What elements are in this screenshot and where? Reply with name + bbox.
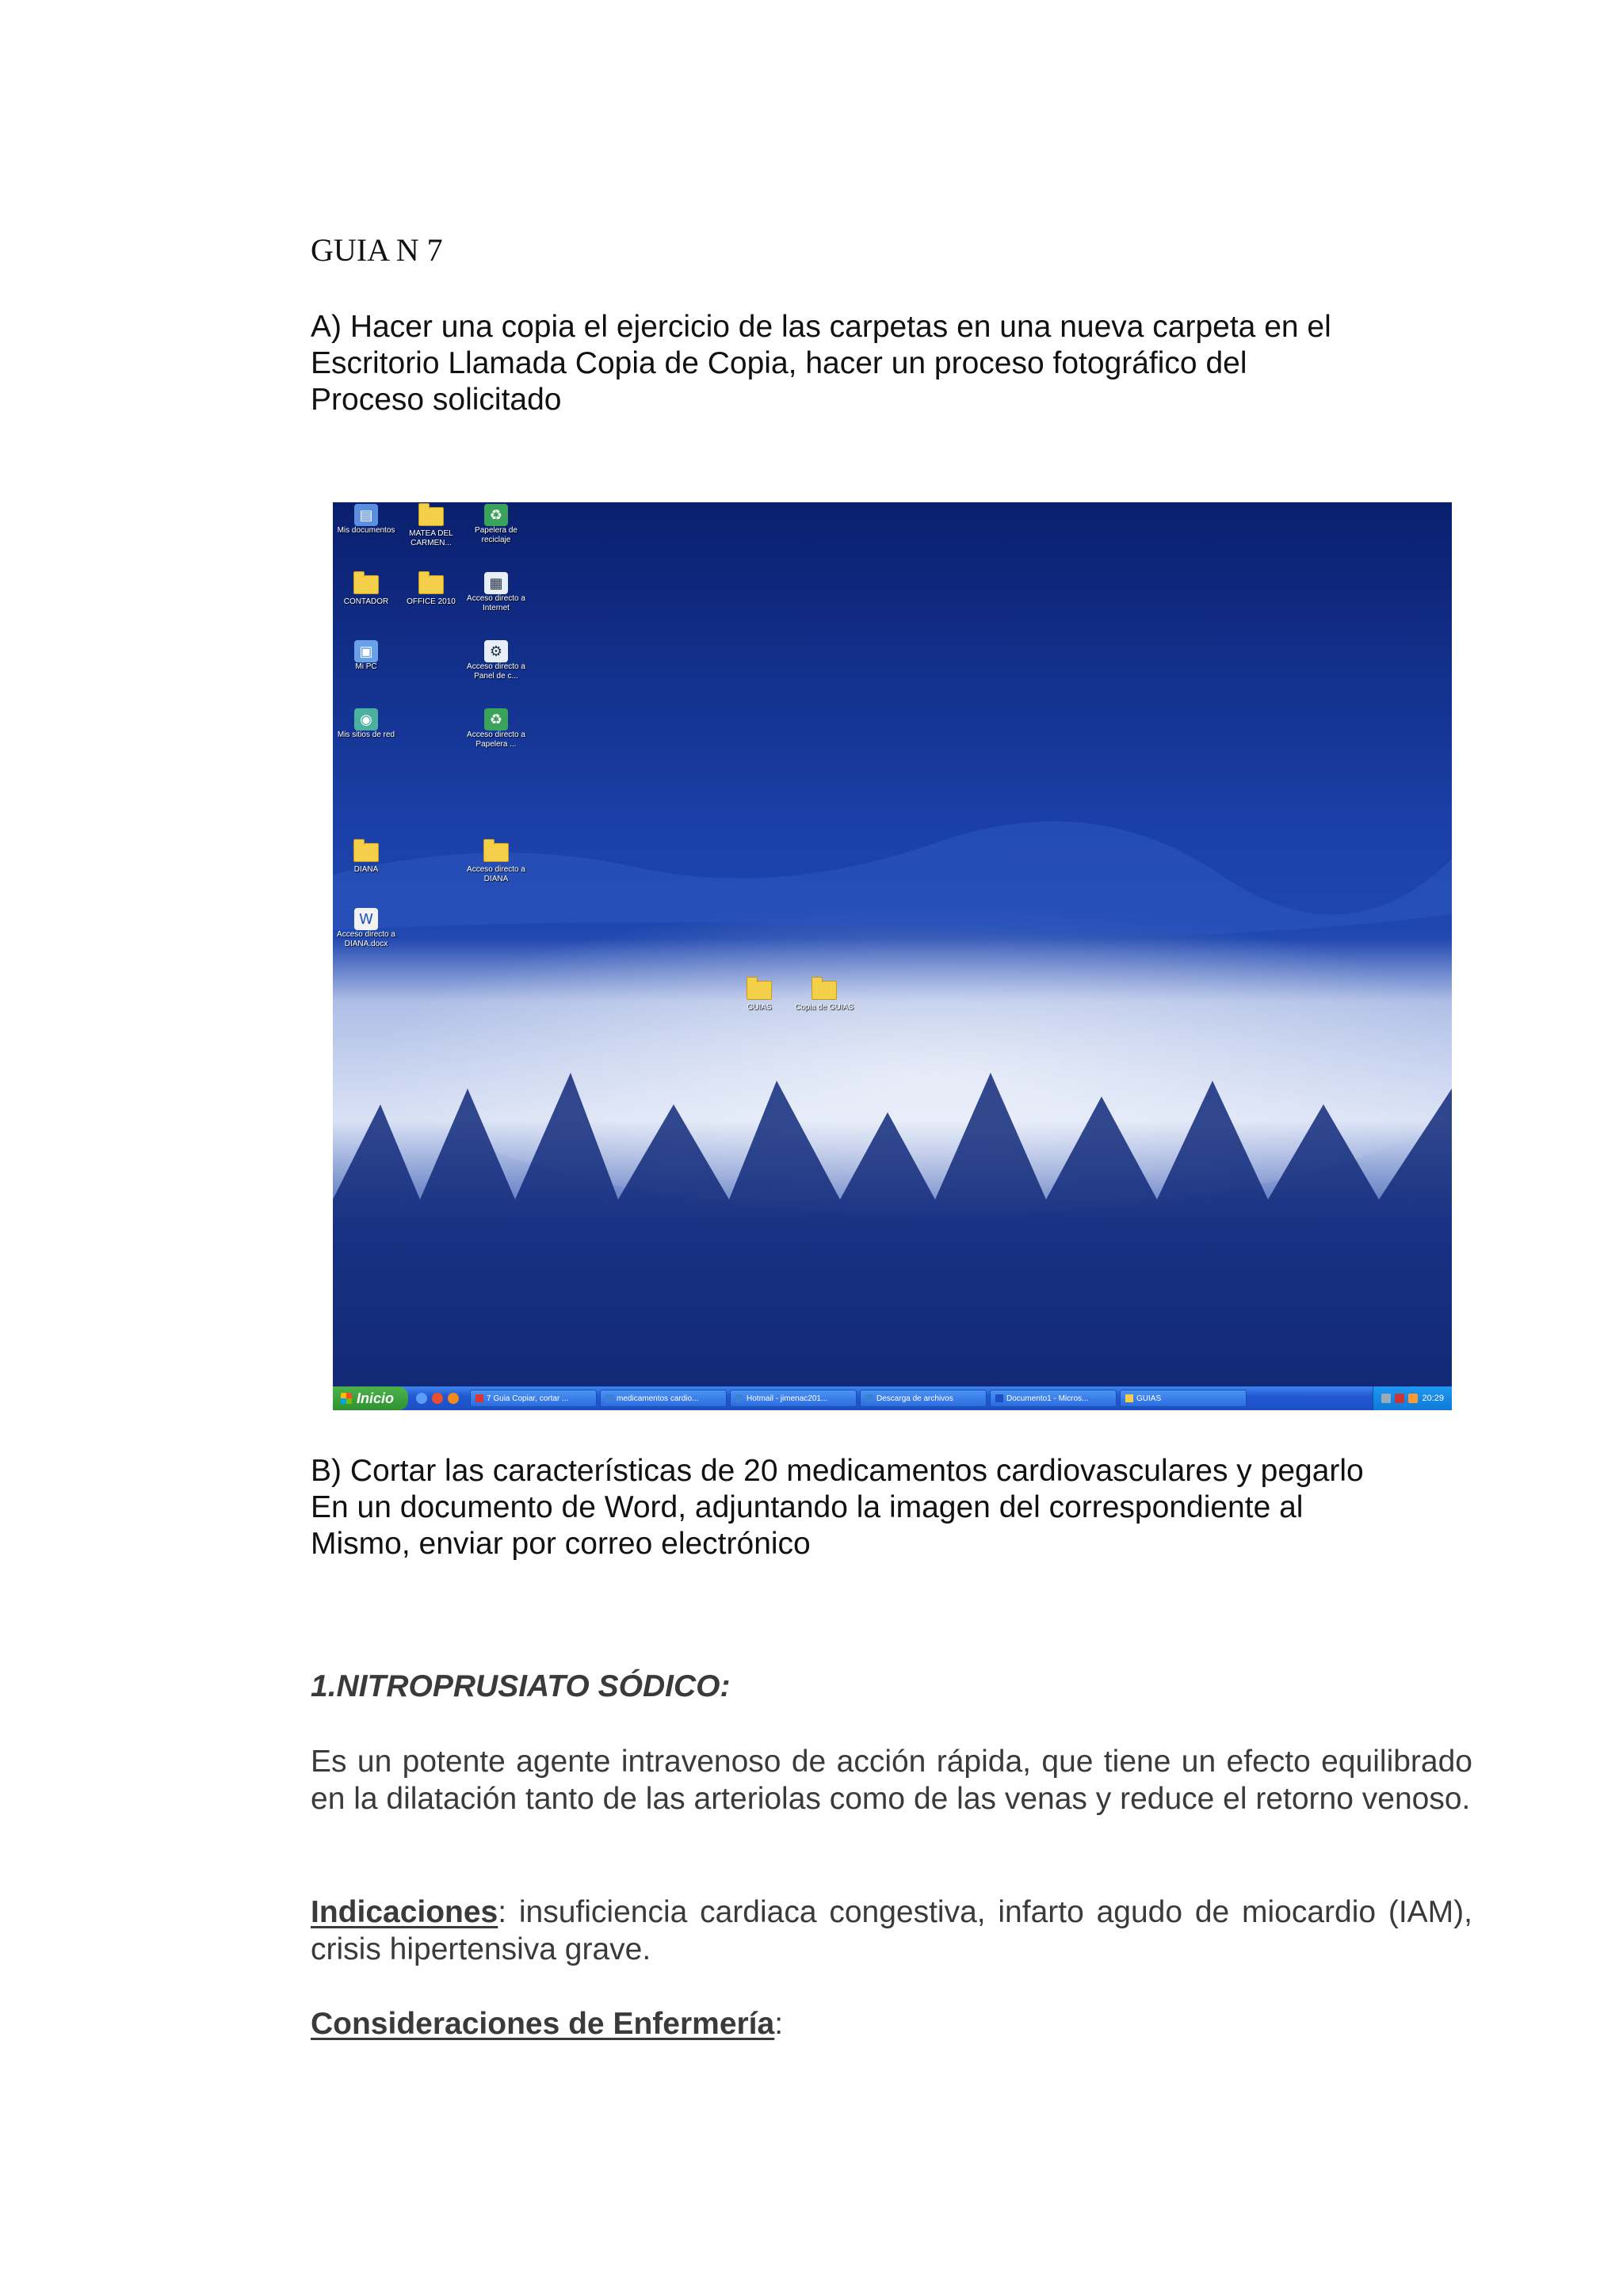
drug-indications	[311, 1894, 1472, 1968]
taskbar-button[interactable]: Documento1 - Micros...	[990, 1390, 1117, 1407]
desktop-icon-contador[interactable]: CONTADOR	[334, 572, 398, 607]
folder-icon	[747, 981, 772, 1003]
desktop-icon-mis-sitios[interactable]: ◉ Mis sitios de red	[334, 708, 398, 740]
desktop-icon-acceso-diana-docx[interactable]: W Acceso directo a DIANA.docx	[334, 908, 398, 949]
start-button[interactable]	[333, 1386, 408, 1410]
recycle-bin-icon: ♻	[484, 504, 508, 526]
desktop-icon-mis-documentos[interactable]: ▤ Mis documentos	[334, 504, 398, 536]
network-icon: ◉	[354, 708, 378, 730]
firefox-icon[interactable]	[448, 1393, 459, 1404]
section-a-text	[311, 309, 1484, 418]
indications-text: : insuficiencia cardiaca congestiva, infarto agudo de miocardio (IAM), crisis hipertensiva grave.	[311, 1895, 1472, 1966]
volume-icon[interactable]	[1381, 1394, 1391, 1403]
start-label: Inicio	[357, 1390, 395, 1406]
section-a-line: Proceso solicitado	[311, 383, 562, 417]
language-icon[interactable]	[1408, 1394, 1418, 1403]
folder-icon	[418, 575, 444, 597]
folder-icon	[353, 575, 379, 597]
folder-icon	[483, 843, 509, 865]
considerations-suffix: :	[774, 2007, 784, 2041]
taskbar-button[interactable]: Hotmail - jimenac201...	[730, 1390, 857, 1407]
section-a-line: Escritorio Llamada Copia de Copia, hacer un proceso fotográfico del	[311, 346, 1247, 380]
drug-heading: 1.NITROPRUSIATO SÓDICO:	[311, 1669, 731, 1703]
system-tray	[1373, 1386, 1452, 1410]
document-icon: W	[354, 908, 378, 930]
folder-icon	[812, 981, 837, 1003]
recycle-bin-icon: ♻	[484, 708, 508, 730]
taskbar-button[interactable]: GUIAS	[1120, 1390, 1247, 1407]
drug-considerations	[311, 2007, 783, 2042]
chrome-icon[interactable]	[432, 1393, 443, 1404]
desktop-icon-acceso-panel[interactable]: ⚙ Acceso directo a Panel de c...	[464, 640, 528, 681]
desktop-icon-acceso-internet[interactable]: ▦ Acceso directo a Internet	[464, 572, 528, 613]
browser-icon	[605, 1394, 613, 1402]
page-title: GUIA N 7	[311, 232, 443, 268]
considerations-label: Consideraciones de Enfermería	[311, 2007, 775, 2041]
word-icon	[995, 1394, 1003, 1402]
indications-label: Indicaciones	[311, 1895, 498, 1929]
my-computer-icon: ▣	[354, 640, 378, 662]
desktop-icon-office[interactable]: OFFICE 2010	[399, 572, 463, 607]
taskbar-button[interactable]: medicamentos cardio...	[600, 1390, 727, 1407]
desktop-icon-acceso-papelera[interactable]: ♻ Acceso directo a Papelera ...	[464, 708, 528, 749]
taskbar-button[interactable]: 7 Guia Copiar, cortar ...	[470, 1390, 597, 1407]
section-b-text	[311, 1453, 1484, 1562]
section-a-line: A) Hacer una copia el ejercicio de las carpetas en una nueva carpeta en el	[311, 310, 1331, 344]
show-desktop-icon[interactable]	[416, 1393, 427, 1404]
desktop-screenshot	[333, 502, 1452, 1410]
folder-icon	[418, 507, 444, 529]
quick-launch	[416, 1393, 459, 1404]
desktop-icon-diana[interactable]: DIANA	[334, 840, 398, 875]
taskbar-button[interactable]: Descarga de archivos	[860, 1390, 987, 1407]
browser-icon	[735, 1394, 743, 1402]
desktop-icon-matea[interactable]: MATEA DEL CARMEN...	[399, 504, 463, 548]
taskbar	[333, 1386, 1452, 1410]
section-b-line: En un documento de Word, adjuntando la imagen del correspondiente al	[311, 1490, 1304, 1524]
antivirus-icon[interactable]	[1395, 1394, 1404, 1403]
browser-icon	[865, 1394, 873, 1402]
folder-icon	[1125, 1394, 1133, 1402]
clock[interactable]: 20:29	[1422, 1394, 1444, 1403]
windows-logo-icon	[341, 1393, 352, 1404]
desktop-icon-papelera[interactable]: ♻ Papelera de reciclaje	[464, 504, 528, 545]
desktop-icon-guias[interactable]: GUIAS	[727, 978, 791, 1013]
shortcut-icon: ⚙	[484, 640, 508, 662]
wallpaper-forest	[333, 502, 1452, 1410]
drug-description: Es un potente agente intravenoso de acción rápida, que tiene un efecto equilibrado en la dilatación tanto de las arteriolas como de las venas y reduce el retorno venoso.	[311, 1745, 1472, 1816]
shortcut-icon: ▦	[484, 572, 508, 594]
my-documents-icon: ▤	[354, 504, 378, 526]
folder-icon	[353, 843, 379, 865]
section-b-line: B) Cortar las características de 20 medicamentos cardiovasculares y pegarlo	[311, 1454, 1364, 1488]
desktop-icon-acceso-diana[interactable]: Acceso directo a DIANA	[464, 840, 528, 884]
section-b-line: Mismo, enviar por correo electrónico	[311, 1527, 811, 1561]
desktop-icon-copia-guias[interactable]: Copia de GUIAS	[792, 978, 856, 1013]
pdf-icon	[475, 1394, 483, 1402]
desktop-icon-mi-pc[interactable]: ▣ Mi PC	[334, 640, 398, 672]
